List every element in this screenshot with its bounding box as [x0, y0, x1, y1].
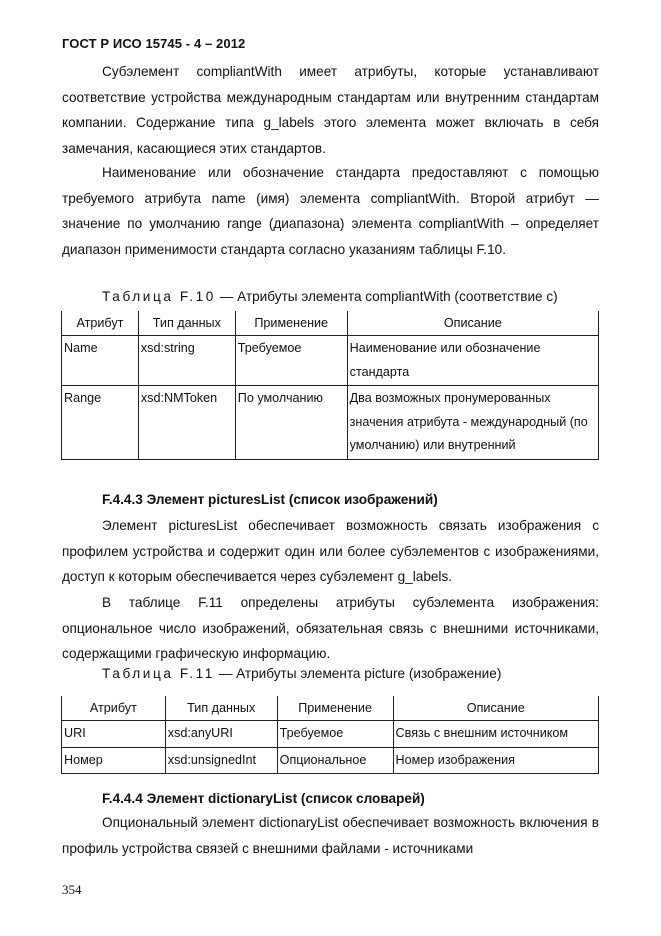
table-f10 — [61, 311, 599, 460]
table-f11-caption — [102, 666, 501, 681]
table-header-cell: Применение — [235, 311, 347, 336]
table-row — [62, 386, 599, 460]
table-cell: xsd:anyURI — [165, 721, 277, 748]
table-f10-label: Таблица F.10 — [102, 289, 216, 304]
table-header-cell: Применение — [277, 696, 393, 721]
table-row — [62, 747, 599, 774]
table-header-cell: Атрибут — [62, 311, 139, 336]
table-cell: По умолчанию — [235, 386, 347, 460]
paragraph-table-f11-intro: В таблице F.11 определены атрибуты субэлемента изображения: опциональное число изображений, обязательная связь с внешними источниками, содержащими графическую информацию. — [62, 595, 599, 661]
table-f11-label: Таблица F.11 — [102, 666, 215, 681]
table-cell: Name — [62, 336, 139, 386]
paragraph-pictureslist: Элемент picturesList обеспечивает возможность связать изображения с профилем устройства и содержит один или более субэлементов с изображениями, доступ к которым обеспечивается через субэлемент g_labels. — [62, 518, 599, 584]
table-f10-title: — Атрибуты элемента compliantWith (соответствие с) — [215, 289, 558, 304]
paragraph-standard-name: Наименование или обозначение стандарта предоставляют с помощью требуемого атрибута name (имя) элемента compliantWith. Второй атрибут — значение по умолчанию range (диапазона) элемента compliantWith – определяет диапазон применимости стандарта согласно указаниям таблицы F.10. — [62, 165, 599, 257]
document-header: ГОСТ Р ИСО 15745 - 4 – 2012 — [62, 36, 246, 51]
table-cell: xsd:string — [138, 336, 235, 386]
table-cell: URI — [62, 721, 166, 748]
table-cell: xsd:unsignedInt — [165, 747, 277, 774]
table-f11 — [61, 696, 599, 774]
table-cell: Требуемое — [235, 336, 347, 386]
paragraph-compliantwith-attributes: Субэлемент compliantWith имеет атрибуты, которые устанавливают соответствие устройства международным стандартам или внутренним стандартам компании. Содержание типа g_labels этого элемента может включать в себя замечания, касающиеся этих стандартов. — [62, 64, 599, 156]
table-row — [62, 721, 599, 748]
table-header-row — [62, 311, 599, 336]
table-header-cell: Описание — [347, 311, 598, 336]
table-cell: Номер — [62, 747, 166, 774]
table-cell: Наименование или обозначение стандарта — [347, 336, 598, 386]
table-cell: Связь с внешним источником — [393, 721, 598, 748]
table-cell: xsd:NMToken — [138, 386, 235, 460]
table-f11-title: — Атрибуты элемента picture (изображение) — [214, 666, 502, 681]
table-cell: Два возможных пронумерованных значения атрибута - международный (по умолчанию) или внутренний — [347, 386, 598, 460]
table-header-cell: Тип данных — [138, 311, 235, 336]
section-heading-pictureslist: F.4.4.3 Элемент picturesList (список изображений) — [102, 492, 438, 507]
paragraph-dictionarylist: Опциональный элемент dictionaryList обеспечивает возможность включения в профиль устройства связей с внешними файлами - источниками — [62, 815, 599, 856]
table-header-cell: Описание — [393, 696, 598, 721]
table-header-row — [62, 696, 599, 721]
table-cell: Range — [62, 386, 139, 460]
page-number: 354 — [62, 882, 82, 897]
table-cell: Номер изображения — [393, 747, 598, 774]
table-cell: Требуемое — [277, 721, 393, 748]
table-cell: Опциональное — [277, 747, 393, 774]
table-header-cell: Тип данных — [165, 696, 277, 721]
table-header-cell: Атрибут — [62, 696, 166, 721]
section-heading-dictionarylist: F.4.4.4 Элемент dictionaryList (список словарей) — [102, 791, 425, 806]
table-f10-caption — [102, 289, 558, 304]
table-row — [62, 336, 599, 386]
